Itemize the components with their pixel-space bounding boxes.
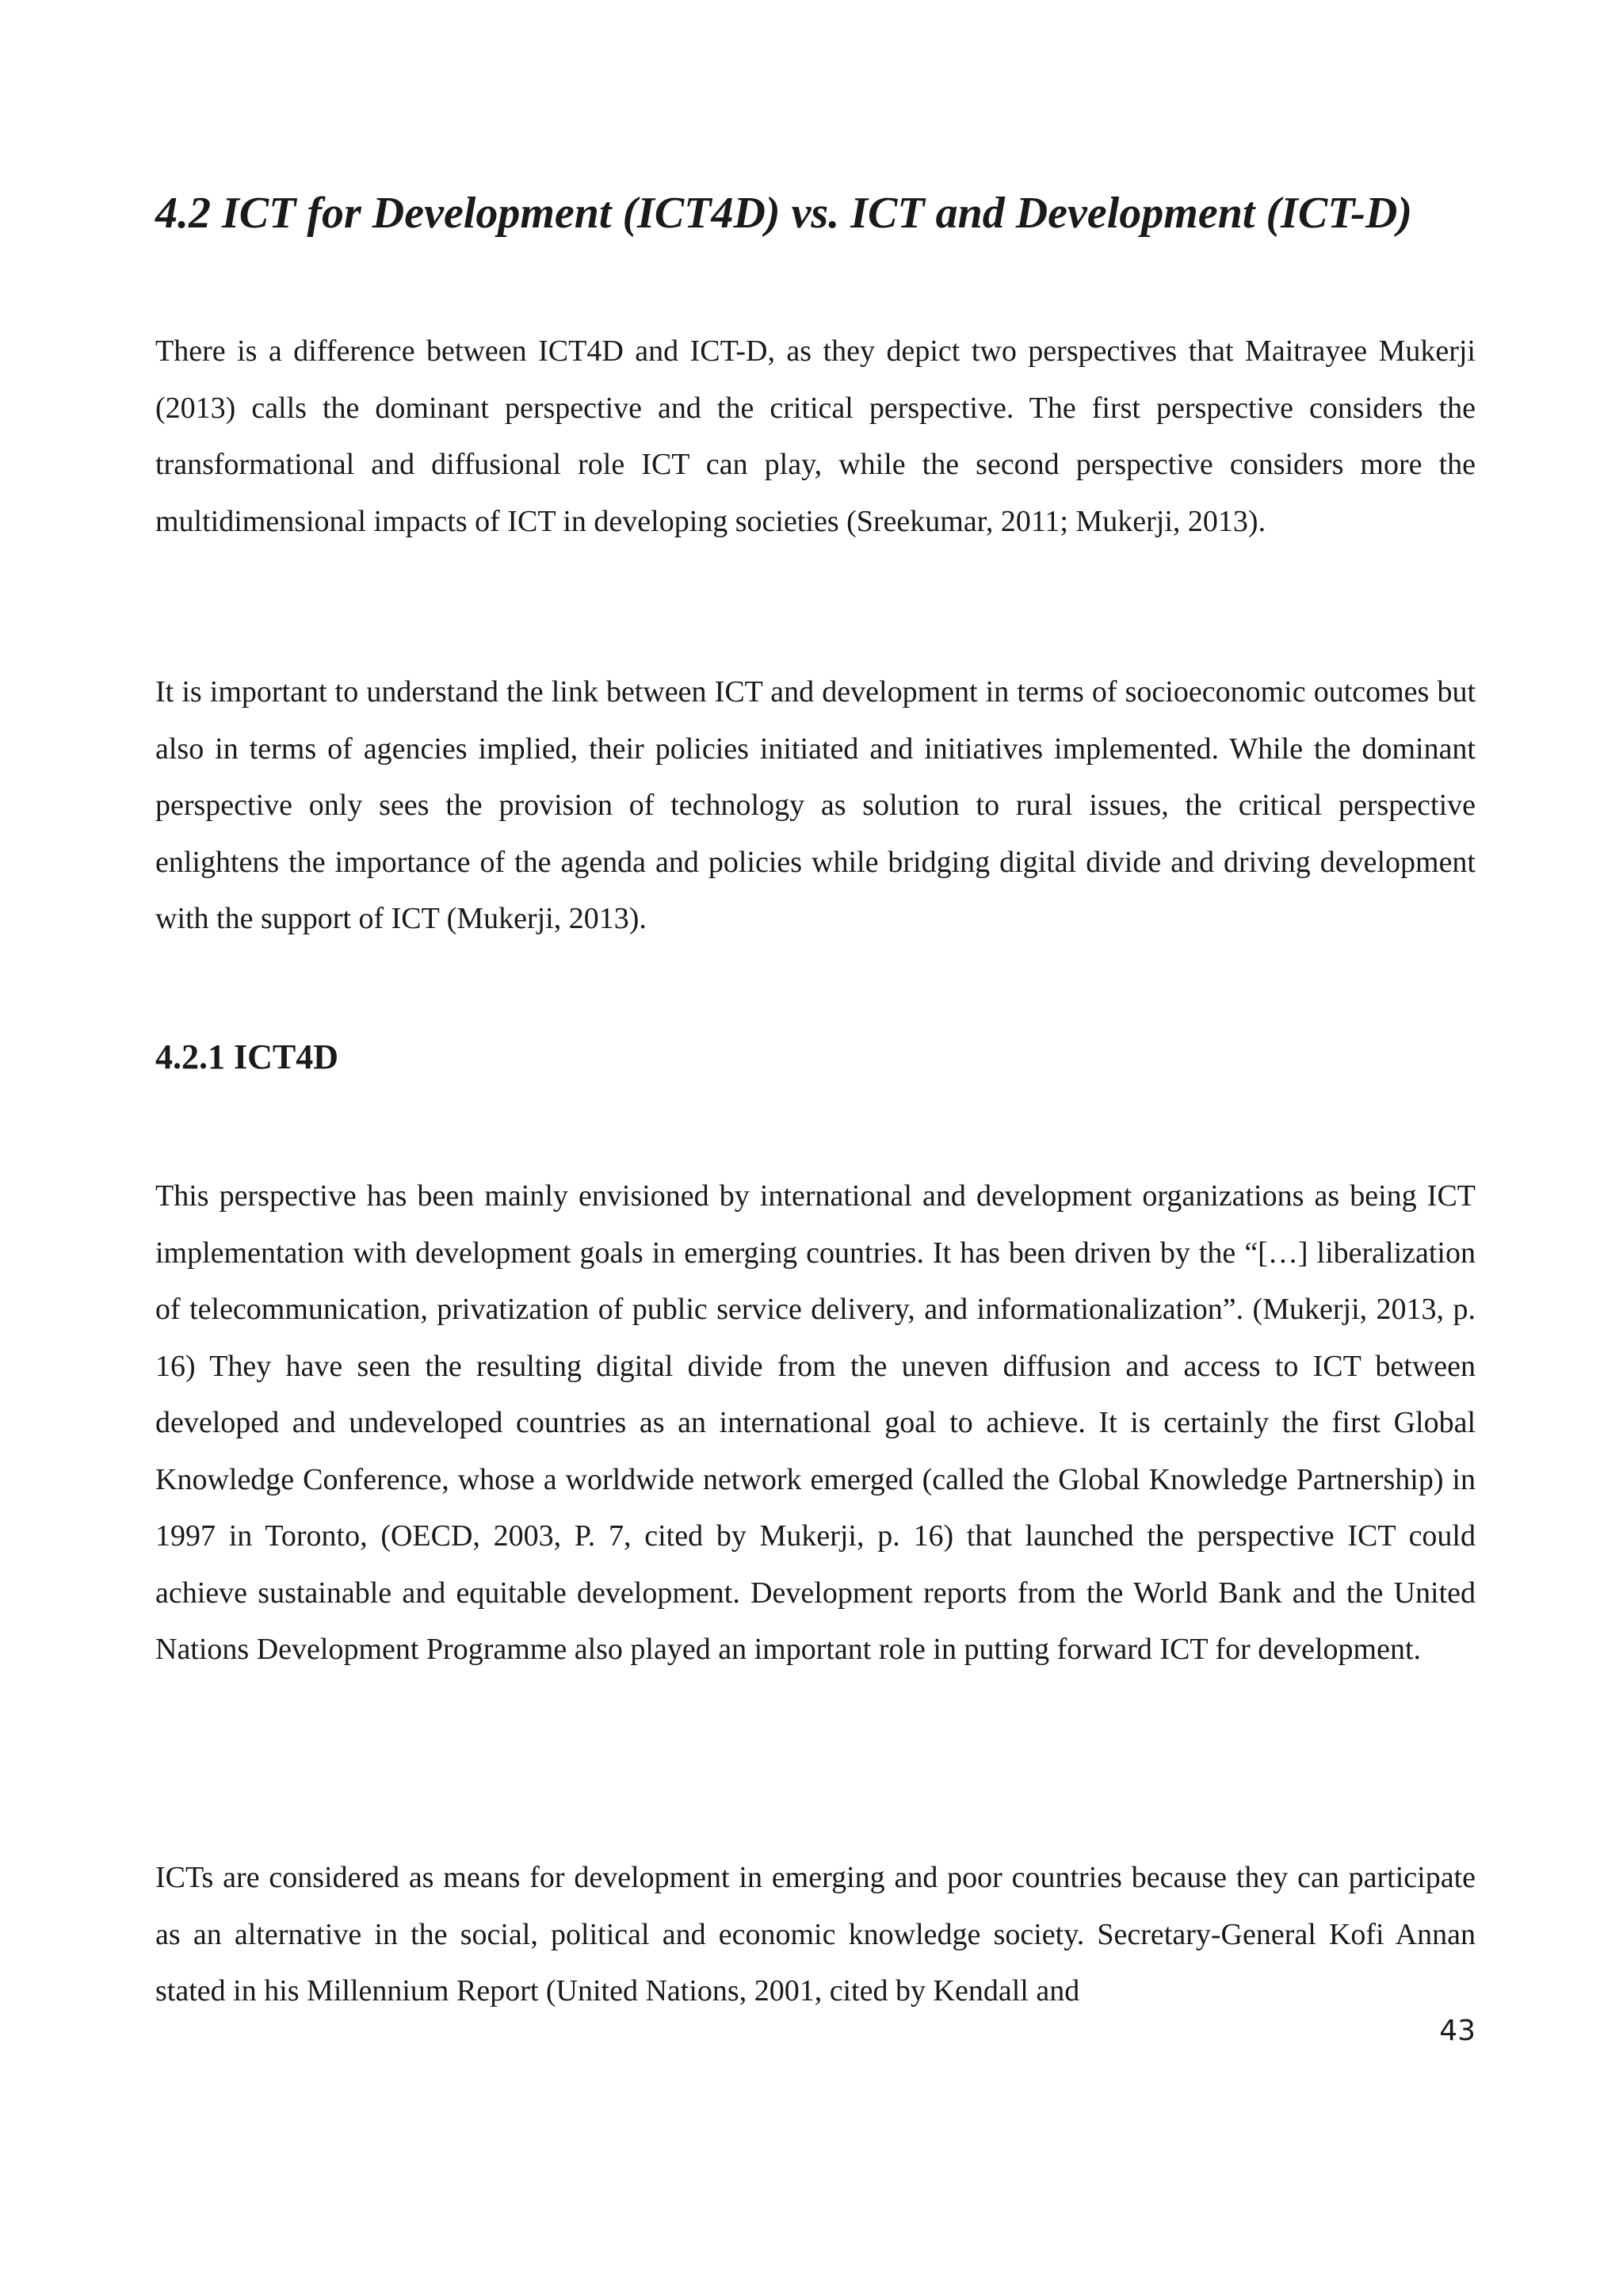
section-title: 4.2 ICT for Development (ICT4D) vs. ICT and Development (ICT-D) — [155, 189, 1412, 238]
paragraph-perspectives: There is a difference between ICT4D and ICT-D, as they depict two perspectives that Maitrayee Mukerji (2013) calls the dominant perspective and the critical perspective. The first perspective considers the transformational and diffusional role ICT can play, while the second perspective considers more the multidimensional impacts of ICT in developing societies (Sreekumar, 2011; Mukerji, 2013). — [155, 334, 1476, 538]
paragraph-link-ict-development: It is important to understand the link between ICT and development in terms of socioeconomic outcomes but also in terms of agencies implied, their policies initiated and initiatives implemented. While the dominant perspective only sees the provision of technology as solution to rural issues, the critical perspective enlightens the importance of the agenda and policies while bridging digital divide and driving development with the support of ICT (Mukerji, 2013). — [155, 675, 1476, 935]
subsection-title: 4.2.1 ICT4D — [155, 1037, 339, 1076]
paragraph-icts-means: ICTs are considered as means for development in emerging and poor countries because they can participate as an alternative in the social, political and economic knowledge society. Secretary-General Kofi Annan stated in his Millennium Report (United Nations, 2001, cited by Kendall and — [155, 1861, 1476, 2008]
page-number: 43 — [1439, 2015, 1476, 2047]
paragraph-ict4d-perspective: This perspective has been mainly envisioned by international and development organizations as being ICT implementation with development goals in emerging countries. It has been driven by the “[…] liberalization of telecommunication, privatization of public service delivery, and informationalization”. (Mukerji, 2013, p. 16) They have seen the resulting digital divide from the uneven diffusion and access to ICT between developed and undeveloped countries as an international goal to achieve. It is certainly the first Global Knowledge Conference, whose a worldwide network emerged (called the Global Knowledge Partnership) in 1997 in Toronto, (OECD, 2003, P. 7, cited by Mukerji, p. 16) that launched the perspective ICT could achieve sustainable and equitable development. Development reports from the World Bank and the United Nations Development Programme also played an important role in putting forward ICT for development. — [155, 1179, 1476, 1666]
